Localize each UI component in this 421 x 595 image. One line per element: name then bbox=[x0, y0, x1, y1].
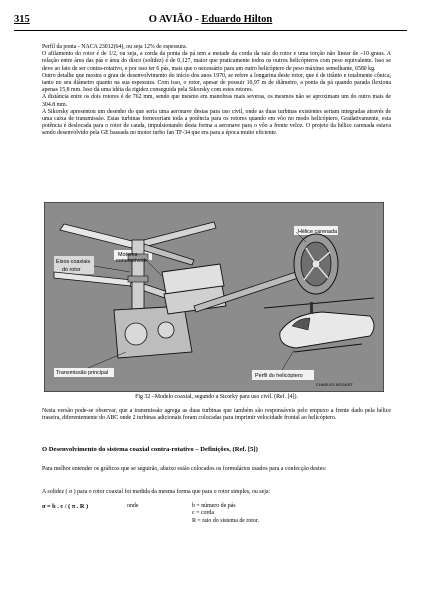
definition-b: b = número de pás bbox=[192, 503, 236, 509]
running-title bbox=[14, 14, 407, 25]
page-header bbox=[14, 14, 407, 28]
gearbox-housing bbox=[125, 323, 147, 345]
after-figure-text bbox=[42, 408, 391, 423]
paragraph-sikorsky-civil: A Sikorsky apresentou um desenho do que seria uma aeronave destas para uso civil, onde as duas turbinas existentes seriam integradas através de uma caixa de transmissão. Estas turbinas forneceriam toda a potência para os rotores quando em vôo no modo helicóptero, Gradativamente, esta potência é deslocada para o rotor de cauda, impulsionando desta forma a aeronave para o vôo a frente veloz. O projeto da hélice carenada estava sendo desenvolvido pela GE baseada no motor turbo fan TF-34 que era para a época muito eficiente. bbox=[42, 108, 391, 137]
label-helice-carenada: Hélice carenada bbox=[298, 229, 337, 235]
label-eixos-coaxiais: Eixos coaxiais bbox=[56, 259, 91, 265]
section-heading: O Desenvolvimento do sistema coaxial contra-rotativo – Definições, (Ref. [5]) bbox=[42, 446, 258, 453]
label-motores: Motores bbox=[118, 252, 138, 258]
lower-hub bbox=[128, 276, 148, 282]
formula-variable-definitions bbox=[192, 503, 259, 525]
figure-caption: Fig 32 –Modelo coaxial, segundo a Sicorky para uso civil. (Ref. [4]). bbox=[135, 394, 298, 400]
label-do-rotor: do rotor bbox=[62, 267, 81, 273]
label-transmissao-principal: Transmissão principal bbox=[56, 370, 109, 376]
paragraph-transmission: Nesta versão pode-se observar, que a transmissão agrega as duas turbinas que também são responsáveis pelo empuxo a frente dado pela hélice traseira, diferentemente do ABC onde 2 turbinas adicionais foram colocadas para imprimir velocidade frontal ao helicóptero. bbox=[42, 408, 391, 422]
helicopter-profile-mast bbox=[310, 302, 313, 314]
paragraph-spar: Outro detalhe que mostra o grau de desenvolvimento do início dos anos 1970, se refere a longarina deste rotor, que é de titânio e totalmente cônica, tanto no seu diâmetro quanto na sua espessura. Com isso, o rotor, apesar de possuir 10,97 m de diâmetro, a ponta da pá quando parada flexiona apenas 15,8 mm. Isso dá uma idéia da rigidez conseguida pela Sikorsky com estes rotores. bbox=[42, 72, 391, 94]
label-conversiveis: conversíveis bbox=[116, 258, 146, 264]
figure-coaxial-illustration bbox=[44, 202, 384, 392]
definition-r: R = raio do sistema de rotor. bbox=[192, 517, 259, 524]
coaxial-helicopter-drawing bbox=[44, 202, 384, 392]
paragraph-definitions: Para melhor entender os gráficos que se seguirão, abaixo estão colocados os formulários usados para a confecção destes: bbox=[42, 466, 327, 472]
paragraph-rotor-distance: A distância entre os dois rotores é de 762 mm, sendo que mesmo em manobras mais severas, os mesmos não se aproximam um do outro mais de 304.8 mm. bbox=[42, 94, 391, 108]
paragraph-tip-profile: Perfil da ponta - NACA 23012(64), ou seja 12% de espessura. bbox=[42, 44, 188, 50]
coaxial-shafts bbox=[132, 240, 144, 310]
solidity-formula-block bbox=[42, 503, 391, 533]
gear-housing bbox=[158, 322, 174, 338]
page-number: 315 bbox=[14, 14, 30, 25]
paragraph-solidity: A solidez ( σ ) para o rotor coaxial foi medida da mesma forma que para o rotor simples, ou seja: bbox=[42, 489, 271, 495]
artist-credit: CHARLES BOGART bbox=[316, 382, 353, 387]
formula-onde: onde bbox=[127, 503, 139, 509]
body-text bbox=[42, 44, 391, 138]
paragraph-taper: O afilamento do rotor é de 1/2, ou seja, a corda da ponta da pá tem a metade da corda da raiz do rotor e uma torção não linear de –10 graus. A relação entre área das pás e área do disco (solidez) é de 0,127, maior que praticamente todos os outros helicópteros com peso equivalente. Isso se deve ao fato de ser contra-rotativo, e por isso ter 6 pás, mais que o necessário para um outro helicóptero de peso máximo semelhante, 6580 kg. bbox=[42, 51, 391, 72]
title-separator: - bbox=[192, 14, 202, 25]
book-title: O AVIÃO bbox=[148, 14, 193, 25]
author-name: Eduardo Hilton bbox=[201, 14, 273, 25]
solidity-formula: σ = b . c / ( π . R ) bbox=[42, 503, 89, 510]
label-perfil-helicoptero: Perfil do helicóptero bbox=[255, 373, 303, 379]
definition-c: c = corda bbox=[192, 510, 214, 517]
header-rule bbox=[14, 30, 407, 31]
